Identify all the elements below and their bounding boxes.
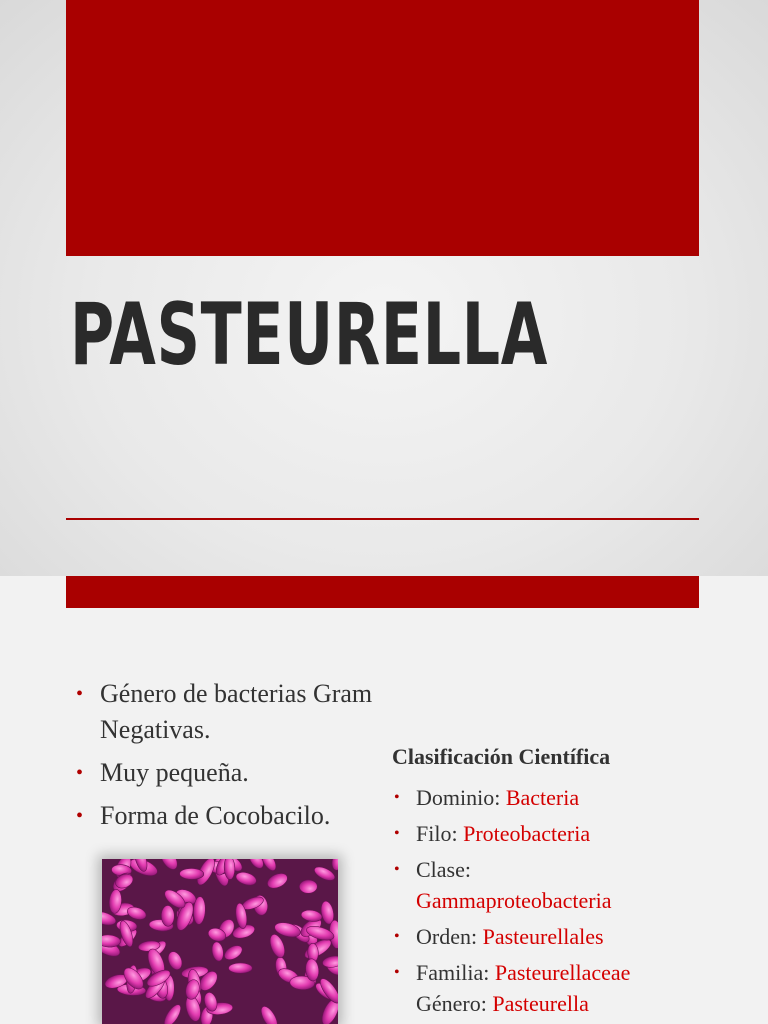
content-red-band xyxy=(66,576,699,608)
classification-item: • Familia: Pasteurellaceae Género: Pasteurella xyxy=(392,957,732,1019)
bullet-dot-icon: • xyxy=(394,861,400,878)
bacterium-cell xyxy=(180,868,204,879)
bacterium-cell xyxy=(222,943,245,963)
bacterium-cell xyxy=(157,859,180,872)
classification-list xyxy=(392,782,732,1024)
bullet-dot-icon: • xyxy=(76,805,84,827)
bullet-dot-icon: • xyxy=(394,928,400,945)
bacterium-cell xyxy=(161,905,174,926)
bullet-dot-icon: • xyxy=(394,964,400,981)
bacteria-micrograph-svg xyxy=(102,859,338,1024)
feature-bullet: • Muy pequeña. xyxy=(74,755,374,791)
slide-title: PASTEURELLA xyxy=(70,285,549,385)
feature-bullet: • Forma de Cocobacilo. xyxy=(74,798,374,834)
genus-line: Género: Pasteurella xyxy=(416,991,589,1016)
content-slide xyxy=(0,576,768,1024)
bacterium-cell xyxy=(330,859,338,871)
bacterium-cell xyxy=(211,941,225,962)
classification-item: • Dominio: Bacteria xyxy=(392,782,732,813)
classification-item: • Filo: Proteobacteria xyxy=(392,818,732,849)
title-red-block xyxy=(66,0,699,256)
bullet-dot-icon: • xyxy=(394,789,400,806)
bacterium-cell xyxy=(102,934,121,947)
bacterium-cell xyxy=(299,880,317,894)
feature-bullet: • Género de bacterias Gram Negativas. xyxy=(74,676,374,748)
bacterium-cell xyxy=(229,963,253,973)
title-divider xyxy=(66,518,699,520)
classification-title: Clasificación Científica xyxy=(392,744,611,769)
classification-item: • Clase: Gammaproteobacteria xyxy=(392,854,732,916)
bacterium-cell xyxy=(265,870,290,891)
bacterium-cell xyxy=(258,1004,281,1024)
bacterium-cell xyxy=(267,932,287,959)
bacteria-micrograph-image xyxy=(102,859,338,1024)
feature-bullet-list xyxy=(74,676,374,841)
classification-item: • Orden: Pasteurellales xyxy=(392,921,732,952)
bacterium-cell xyxy=(322,955,338,969)
bullet-dot-icon: • xyxy=(76,762,84,784)
bacterium-cell xyxy=(161,1002,184,1024)
bullet-dot-icon: • xyxy=(394,825,400,842)
bullet-dot-icon: • xyxy=(76,683,84,705)
bacterium-cell xyxy=(234,870,258,887)
bacterium-cell xyxy=(166,949,185,971)
